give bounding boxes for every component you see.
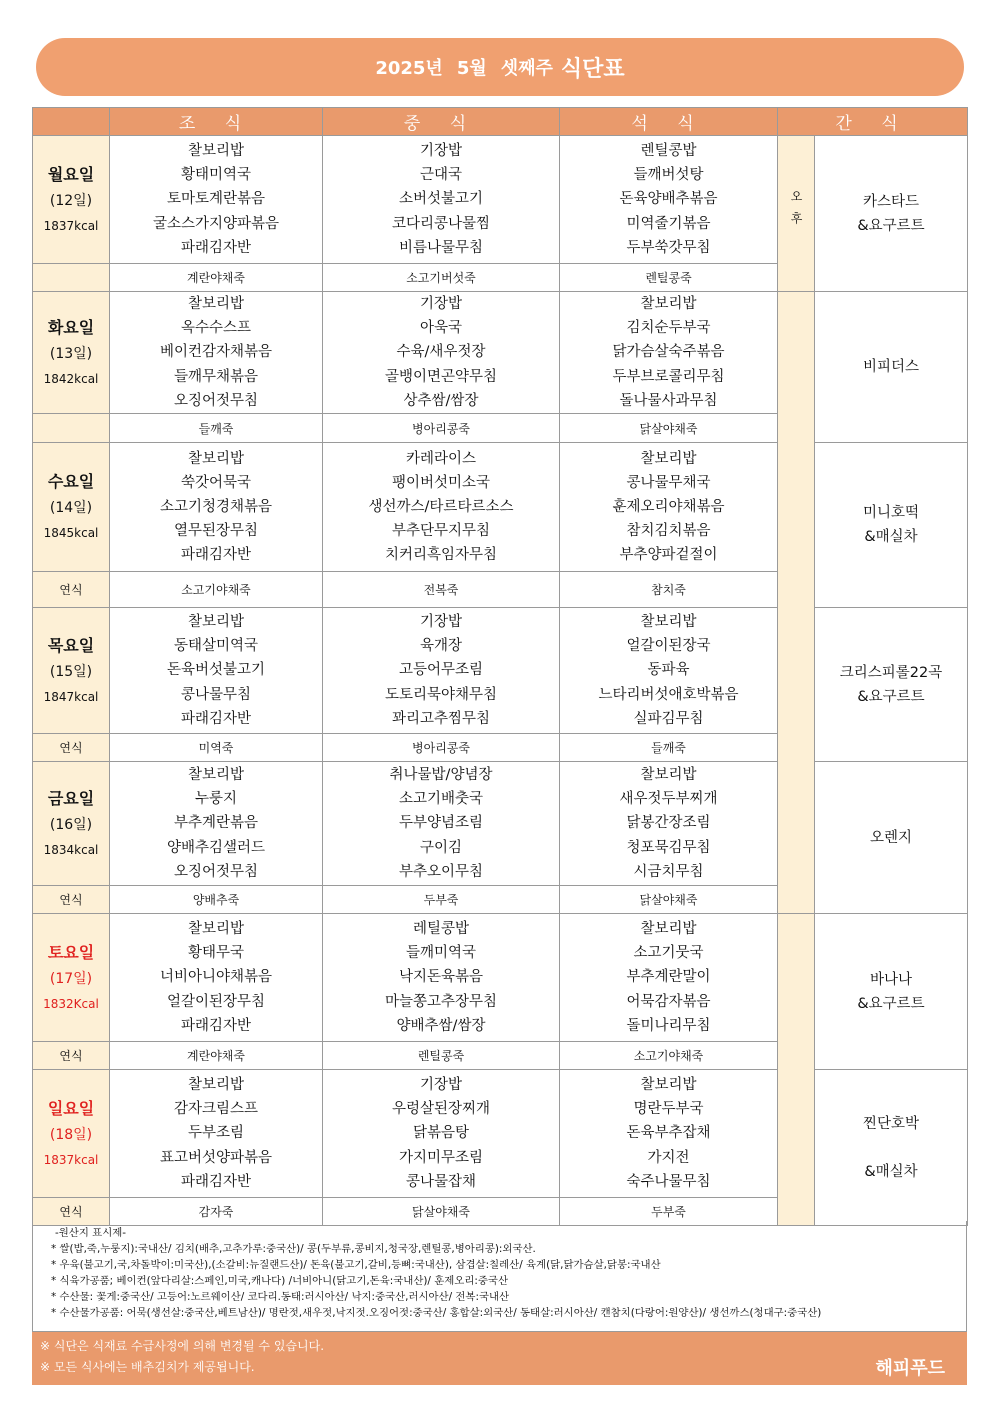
porridge-item: 렌틸콩죽: [560, 264, 778, 292]
menu-item: 닭봉간장조림: [626, 815, 711, 832]
menu-item: 부추오이무침: [398, 863, 484, 880]
menu-item: 황태미역국: [180, 167, 252, 184]
day-name: 수요일: [47, 472, 95, 492]
notice-bar: [32, 1332, 967, 1385]
menu-item: 부추단무지무침: [391, 523, 491, 540]
breakfast-cell: [110, 914, 323, 1042]
menu-item: 찰보리밥: [640, 614, 697, 630]
porridge-label: 연식: [33, 1198, 110, 1226]
breakfast-cell: [110, 1070, 323, 1198]
menu-item: 부추양파겉절이: [619, 547, 718, 564]
menu-item: 돈육부추잡채: [626, 1125, 711, 1142]
menu-item: 돌미나리무침: [626, 1017, 711, 1034]
porridge-item: 들깨죽: [560, 734, 778, 762]
menu-item: 파래김자반: [180, 239, 252, 256]
origin-line: * 쌀(밥,죽,누룽지):국내산/ 김치(배추,고추가루:중국산)/ 콩(두부류,콩비지,청국장,렌틸콩,병아리콩):외국산.: [51, 1243, 536, 1255]
menu-item: 기장밥: [419, 296, 463, 312]
dinner-cell: [560, 914, 778, 1042]
menu-item: 비름나물무침: [398, 239, 484, 256]
day-cell: [33, 443, 110, 572]
menu-item: 찰보리밥: [640, 450, 697, 467]
porridge-label: 연식: [33, 1042, 110, 1070]
snack-cell: [815, 762, 968, 914]
snack-item: 크리스피롤22곡: [839, 664, 943, 681]
menu-item: 찰보리밥: [640, 296, 697, 312]
col-breakfast: 조 식: [110, 108, 323, 136]
menu-table: [32, 107, 968, 1226]
menu-item: 찰보리밥: [640, 767, 697, 783]
snack-item: &요구르트: [857, 995, 925, 1012]
porridge-item: 계란야채죽: [110, 1042, 323, 1070]
menu-item: 명란두부국: [633, 1101, 704, 1118]
lunch-cell: [323, 762, 560, 886]
menu-item: 닭볶음탕: [412, 1125, 470, 1142]
menu-item: 구이김: [419, 839, 463, 856]
snack-item: 카스타드: [862, 193, 920, 210]
snack-item: &요구르트: [857, 688, 925, 705]
porridge-label: 연식: [33, 734, 110, 762]
porridge-item: 병아리콩죽: [323, 414, 560, 443]
day-kcal: 1837kcal: [43, 1152, 99, 1167]
porridge-item: 닭살야채죽: [560, 886, 778, 914]
menu-item: 참치김치볶음: [626, 523, 711, 540]
day-kcal: 1847kcal: [43, 689, 99, 704]
day-cell: [33, 136, 110, 264]
day-name: 월요일: [47, 164, 95, 184]
day-cell: [33, 608, 110, 734]
lunch-cell: [323, 443, 560, 572]
title-month: 5월: [456, 58, 487, 79]
porridge-item: 들깨죽: [110, 414, 323, 443]
menu-item: 돌나물사과무침: [619, 392, 718, 409]
lunch-cell: [323, 914, 560, 1042]
breakfast-cell: [110, 443, 323, 572]
dinner-cell: [560, 1070, 778, 1198]
origin-line: * 식육가공품; 베이컨(앞다리살:스페인,미국,캐나다) /너비아니(닭고기,돈육:국내산)/ 훈제오리:중국산: [51, 1275, 508, 1287]
menu-item: 부추계란볶음: [173, 815, 259, 832]
snack-cell: [815, 136, 968, 292]
dinner-cell: [560, 136, 778, 264]
menu-item: 황태무국: [187, 945, 245, 962]
menu-item: 찰보리밥: [187, 450, 245, 467]
menu-item: 도토리묵야채무침: [384, 686, 498, 703]
snack-item: 비피더스: [862, 359, 920, 375]
porridge-label: 연식: [33, 572, 110, 608]
title-banner: [36, 38, 964, 96]
porridge-label: [33, 414, 110, 443]
afternoon-cell: [778, 136, 815, 292]
day-date: (18일): [49, 1126, 93, 1143]
menu-item: 찰보리밥: [187, 1077, 245, 1093]
menu-item: 오징어젓무침: [173, 863, 259, 880]
snack-cell: [815, 608, 968, 762]
porridge-item: 병아리콩죽: [323, 734, 560, 762]
brand-name: 해피푸드: [875, 1358, 945, 1379]
menu-item: 김치순두부국: [626, 320, 711, 337]
snack-cell: [815, 1070, 968, 1226]
menu-body: [33, 136, 968, 1226]
porridge-item: 소고기버섯죽: [323, 264, 560, 292]
dinner-cell: [560, 608, 778, 734]
menu-item: 어묵감자볶음: [626, 993, 711, 1010]
menu-item: 콩나물무침: [180, 686, 252, 703]
porridge-item: 참치죽: [560, 572, 778, 608]
menu-item: 숙주나물무침: [626, 1173, 711, 1190]
menu-item: 감자크림스프: [173, 1101, 259, 1118]
menu-item: 콩나물잡채: [405, 1173, 477, 1190]
col-lunch: 중 식: [323, 108, 560, 136]
porridge-label: 연식: [33, 886, 110, 914]
snack-item: [815, 1136, 967, 1160]
menu-item: 굴소스가지양파볶음: [152, 215, 280, 232]
day-row: [33, 1070, 968, 1198]
menu-item: 콩나물무채국: [626, 474, 711, 491]
day-date: (13일): [49, 345, 93, 362]
notice-line: ※ 식단은 식재료 수급사정에 의해 변경될 수 있습니다.: [40, 1339, 325, 1353]
porridge-item: 계란야채죽: [110, 264, 323, 292]
menu-item: 양배추김샐러드: [166, 839, 266, 856]
porridge-item: 렌틸콩죽: [323, 1042, 560, 1070]
menu-item: 훈제오리야채볶음: [612, 498, 725, 515]
header-row: [33, 108, 968, 136]
menu-item: 수육/새우젓장: [396, 344, 486, 361]
menu-item: 꽈리고추찜무침: [391, 710, 491, 727]
menu-item: 오징어젓무침: [173, 392, 259, 409]
menu-item: 표고버섯양파볶음: [159, 1149, 273, 1166]
day-row: [33, 608, 968, 734]
menu-item: 마늘쫑고추장무침: [384, 993, 498, 1010]
menu-item: 쑥갓어묵국: [180, 474, 252, 491]
snack-cell: [815, 443, 968, 608]
porridge-item: 전복죽: [323, 572, 560, 608]
dinner-cell: [560, 443, 778, 572]
menu-item: 양배추쌈/쌈장: [396, 1017, 486, 1034]
origin-line: * 우육(불고기,국,차돌박이:미국산),(소갈비:뉴질랜드산)/ 돈육(불고기,갈비,등뼈:국내산), 삼겹살:칠레산/ 육계(닭,닭가슴살,닭봉:국내산: [51, 1259, 661, 1271]
menu-item: 취나물밥/양념장: [389, 767, 493, 783]
snack-cell: [815, 914, 968, 1070]
menu-item: 치커리흑임자무침: [384, 547, 498, 564]
menu-item: 레틸콩밥: [412, 921, 470, 937]
day-cell: [33, 1070, 110, 1198]
day-cell: [33, 914, 110, 1042]
col-dinner: 석 식: [560, 108, 778, 136]
menu-item: 소고기배춧국: [398, 791, 484, 808]
menu-item: 파래김자반: [180, 1017, 252, 1034]
day-kcal: 1832Kcal: [43, 996, 99, 1011]
menu-item: 코다리콩나물찜: [391, 215, 491, 232]
menu-item: 카레라이스: [405, 450, 477, 467]
menu-item: 실파김무침: [633, 710, 704, 727]
day-kcal: 1842kcal: [43, 371, 99, 386]
day-row: [33, 914, 968, 1042]
day-kcal: 1845kcal: [43, 526, 99, 541]
menu-item: 소고기청경채볶음: [159, 498, 273, 515]
menu-item: 열무된장무침: [173, 523, 259, 540]
title-week: 셋째주: [500, 58, 553, 79]
menu-item: 느타리버섯애호박볶음: [598, 686, 739, 703]
menu-item: 찰보리밥: [187, 767, 245, 783]
lunch-cell: [323, 1070, 560, 1198]
day-date: (14일): [49, 500, 93, 517]
menu-item: 팽이버섯미소국: [391, 474, 491, 491]
breakfast-cell: [110, 762, 323, 886]
porridge-item: 두부죽: [560, 1198, 778, 1226]
menu-item: 동태살미역국: [173, 638, 259, 655]
day-kcal: 1837kcal: [43, 218, 99, 233]
dinner-cell: [560, 292, 778, 414]
menu-item: 근대국: [419, 167, 463, 184]
porridge-item: 소고기야채죽: [560, 1042, 778, 1070]
menu-item: 골뱅이면곤약무침: [384, 368, 498, 385]
menu-item: 미역줄기볶음: [626, 215, 711, 232]
col-snack: 간 식: [778, 108, 968, 136]
menu-item: 가지전: [647, 1149, 690, 1166]
menu-item: 소고기뭇국: [633, 945, 704, 962]
menu-item: 상추쌈/쌈장: [403, 392, 479, 409]
day-date: (12일): [49, 192, 93, 209]
menu-item: 찰보리밥: [187, 142, 245, 159]
porridge-item: 감자죽: [110, 1198, 323, 1226]
porridge-item: 닭살야채죽: [560, 414, 778, 443]
menu-item: 베이컨감자채볶음: [159, 344, 273, 361]
menu-item: 청포묵김무침: [626, 839, 711, 856]
afternoon-label: 오후: [789, 190, 803, 234]
day-row: [33, 443, 968, 572]
menu-item: 토마토계란볶음: [166, 191, 266, 208]
day-cell: [33, 292, 110, 414]
day-name: 토요일: [47, 942, 95, 962]
dinner-cell: [560, 762, 778, 886]
day-name: 금요일: [47, 788, 95, 808]
menu-item: 얼갈이된장국: [626, 638, 711, 655]
menu-item: 찰보리밥: [640, 1077, 697, 1093]
menu-item: 찰보리밥: [187, 296, 245, 312]
porridge-item: 닭살야채죽: [323, 1198, 560, 1226]
menu-item: 두부조림: [187, 1125, 245, 1142]
breakfast-cell: [110, 292, 323, 414]
day-row: [33, 292, 968, 414]
notice-line: ※ 모든 식사에는 배추김치가 제공됩니다.: [40, 1360, 255, 1374]
porridge-item: 미역죽: [110, 734, 323, 762]
day-row: [33, 762, 968, 886]
menu-item: 두부쑥갓무침: [626, 239, 711, 256]
menu-item: 들깨미역국: [405, 945, 477, 962]
menu-item: 고등어무조림: [398, 662, 484, 679]
snack-item: 미니호떡: [862, 505, 920, 522]
snack-item: 바나나: [869, 971, 913, 988]
porridge-label: [33, 264, 110, 292]
menu-item: 두부양념조림: [398, 815, 484, 832]
snack-item: 찐단호박: [862, 1115, 920, 1132]
snack-cell: [815, 292, 968, 443]
origin-heading: -원산지 표시제-: [55, 1227, 127, 1239]
menu-item: 옥수수스프: [180, 320, 252, 337]
snack-item: 오렌지: [869, 829, 913, 846]
origin-line: * 수산물: 꽃게:중국산/ 고등어:노르웨이산/ 코다리.동태:러시아산/ 낙지:중국산,러시아산/ 전복:국내산: [51, 1291, 510, 1303]
menu-item: 낙지돈육볶음: [398, 969, 484, 986]
snack-item: &매실차: [864, 1163, 918, 1180]
menu-item: 닭가슴살숙주볶음: [612, 344, 725, 361]
lunch-cell: [323, 136, 560, 264]
day-name: 목요일: [47, 635, 95, 655]
title-label: 식단표: [560, 56, 625, 82]
afternoon-cell: [778, 914, 815, 1226]
day-cell: [33, 762, 110, 886]
menu-item: 우렁살된장찌개: [391, 1101, 491, 1118]
day-date: (15일): [49, 663, 93, 680]
corner-cell: [33, 108, 110, 136]
day-row: [33, 136, 968, 264]
menu-item: 찰보리밥: [187, 614, 245, 630]
menu-item: 시금치무침: [633, 863, 704, 880]
menu-item: 기장밥: [419, 142, 463, 159]
title-year: 2025년: [375, 58, 443, 79]
menu-item: 들깨무채볶음: [173, 368, 259, 385]
lunch-cell: [323, 292, 560, 414]
menu-item: 기장밥: [419, 614, 463, 630]
day-kcal: 1834kcal: [43, 842, 99, 857]
day-name: 화요일: [47, 317, 95, 337]
menu-item: 동파육: [647, 662, 690, 679]
menu-item: 돈육버섯불고기: [166, 662, 266, 679]
menu-item: 부추계란말이: [626, 969, 711, 986]
menu-item: 새우젓두부찌개: [619, 791, 718, 808]
menu-item: 돈육양배추볶음: [619, 191, 718, 208]
origin-line: * 수산물가공품: 어묵(생선살:중국산,베트남산)/ 명란젓,새우젓,낙지젓.오징어젓:중국산/ 홍합살:외국산/ 동태살:러시아산/ 캔참치(다랑어:원양산)/ 생선까스(청대구:중국산): [51, 1307, 822, 1319]
menu-item: 아욱국: [419, 320, 463, 337]
menu-item: 너비아니야채볶음: [159, 969, 273, 986]
porridge-item: 양배추죽: [110, 886, 323, 914]
menu-item: 육개장: [419, 638, 463, 655]
menu-item: 찰보리밥: [640, 921, 697, 937]
afternoon-cell: [778, 292, 815, 914]
menu-item: 기장밥: [419, 1077, 463, 1093]
menu-item: 누룽지: [194, 791, 238, 808]
menu-item: 렌틸콩밥: [640, 142, 697, 159]
menu-item: 생선까스/타르타르소스: [368, 498, 514, 515]
porridge-item: 소고기야채죽: [110, 572, 323, 608]
menu-item: 두부브로콜리무침: [612, 368, 725, 385]
porridge-item: 두부죽: [323, 886, 560, 914]
menu-item: 파래김자반: [180, 710, 252, 727]
breakfast-cell: [110, 136, 323, 264]
menu-item: 얼갈이된장무침: [166, 993, 266, 1010]
menu-item: 파래김자반: [180, 547, 252, 564]
menu-item: 들깨버섯탕: [633, 167, 704, 184]
day-name: 일요일: [47, 1098, 95, 1118]
origin-notes: [32, 1221, 967, 1332]
menu-item: 가지미무조림: [398, 1149, 484, 1166]
menu-item: 찰보리밥: [187, 921, 245, 937]
breakfast-cell: [110, 608, 323, 734]
snack-item: &매실차: [864, 529, 918, 546]
lunch-cell: [323, 608, 560, 734]
menu-item: 소버섯불고기: [398, 191, 484, 208]
day-date: (16일): [49, 816, 93, 833]
day-date: (17일): [49, 970, 93, 987]
snack-item: &요구르트: [857, 217, 925, 234]
menu-item: 파래김자반: [180, 1173, 252, 1190]
